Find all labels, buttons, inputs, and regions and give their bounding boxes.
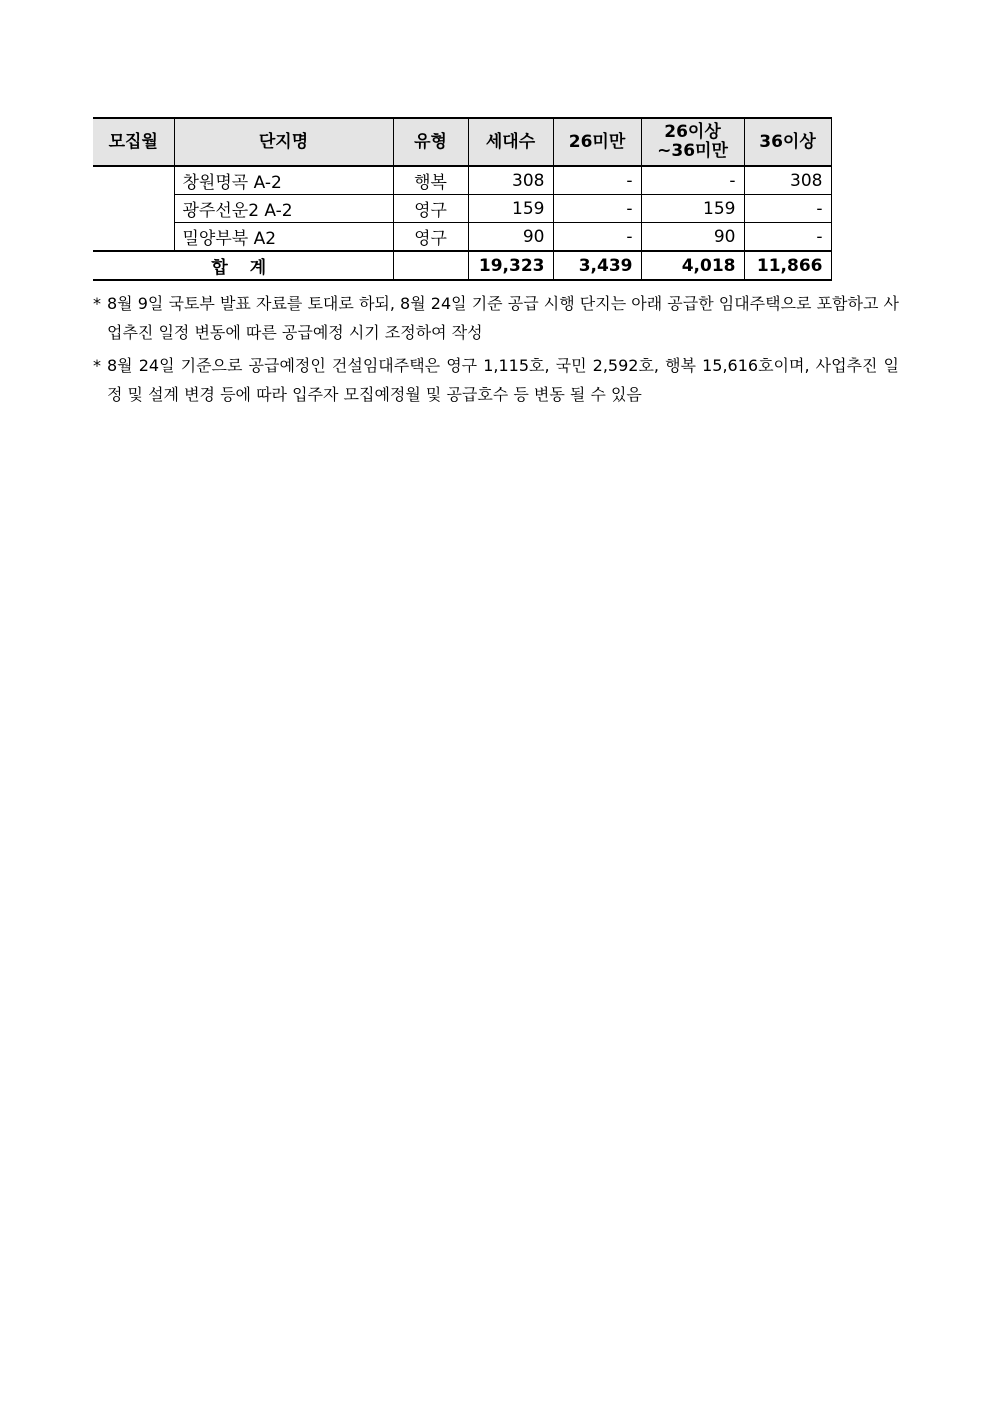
header-range xyxy=(641,118,744,166)
page-content xyxy=(93,117,899,413)
row-under26: - xyxy=(553,166,641,195)
row-month xyxy=(93,195,174,223)
total-range: 4,018 xyxy=(641,251,744,280)
table-total-row xyxy=(93,251,831,280)
supply-table xyxy=(93,117,832,281)
footnote-mark: * xyxy=(93,356,101,375)
row-over36: - xyxy=(744,195,831,223)
footnote xyxy=(93,351,899,409)
row-month xyxy=(93,223,174,252)
row-range: 159 xyxy=(641,195,744,223)
row-name: 창원명곡 A-2 xyxy=(174,166,393,195)
row-name: 광주선운2 A-2 xyxy=(174,195,393,223)
row-type: 영구 xyxy=(393,223,468,252)
footnotes xyxy=(93,289,899,409)
row-range: 90 xyxy=(641,223,744,252)
footnote-text: 8월 9일 국토부 발표 자료를 토대로 하되, 8월 24일 기준 공급 시행 단지는 아래 공급한 임대주택으로 포함하고 사업추진 일정 변동에 따른 공급예정 시기 조정하여 작성 xyxy=(107,294,899,342)
row-households: 90 xyxy=(468,223,553,252)
row-over36: - xyxy=(744,223,831,252)
footnote xyxy=(93,289,899,347)
table-row xyxy=(93,223,831,252)
total-type xyxy=(393,251,468,280)
row-under26: - xyxy=(553,195,641,223)
header-month: 모집월 xyxy=(93,118,174,166)
header-type: 유형 xyxy=(393,118,468,166)
footnote-text: 8월 24일 기준으로 공급예정인 건설임대주택은 영구 1,115호, 국민 2,592호, 행복 15,616호이며, 사업추진 일정 및 설계 변경 등에 따라 입주자 모집예정월 및 공급호수 등 변동 될 수 있음 xyxy=(107,356,899,404)
header-under26: 26미만 xyxy=(553,118,641,166)
header-range-line2: ~36미만 xyxy=(657,141,728,161)
header-name: 단지명 xyxy=(174,118,393,166)
header-range-line1: 26이상 xyxy=(664,122,721,142)
table-row xyxy=(93,166,831,195)
header-over36: 36이상 xyxy=(744,118,831,166)
header-households: 세대수 xyxy=(468,118,553,166)
row-households: 308 xyxy=(468,166,553,195)
row-month xyxy=(93,166,174,195)
total-over36: 11,866 xyxy=(744,251,831,280)
row-type: 영구 xyxy=(393,195,468,223)
row-over36: 308 xyxy=(744,166,831,195)
total-under26: 3,439 xyxy=(553,251,641,280)
row-type: 행복 xyxy=(393,166,468,195)
row-range: - xyxy=(641,166,744,195)
row-name: 밀양부북 A2 xyxy=(174,223,393,252)
row-households: 159 xyxy=(468,195,553,223)
table-header-row xyxy=(93,118,831,166)
total-households: 19,323 xyxy=(468,251,553,280)
total-label: 합 계 xyxy=(93,251,393,280)
footnote-mark: * xyxy=(93,294,101,313)
table-row xyxy=(93,195,831,223)
row-under26: - xyxy=(553,223,641,252)
